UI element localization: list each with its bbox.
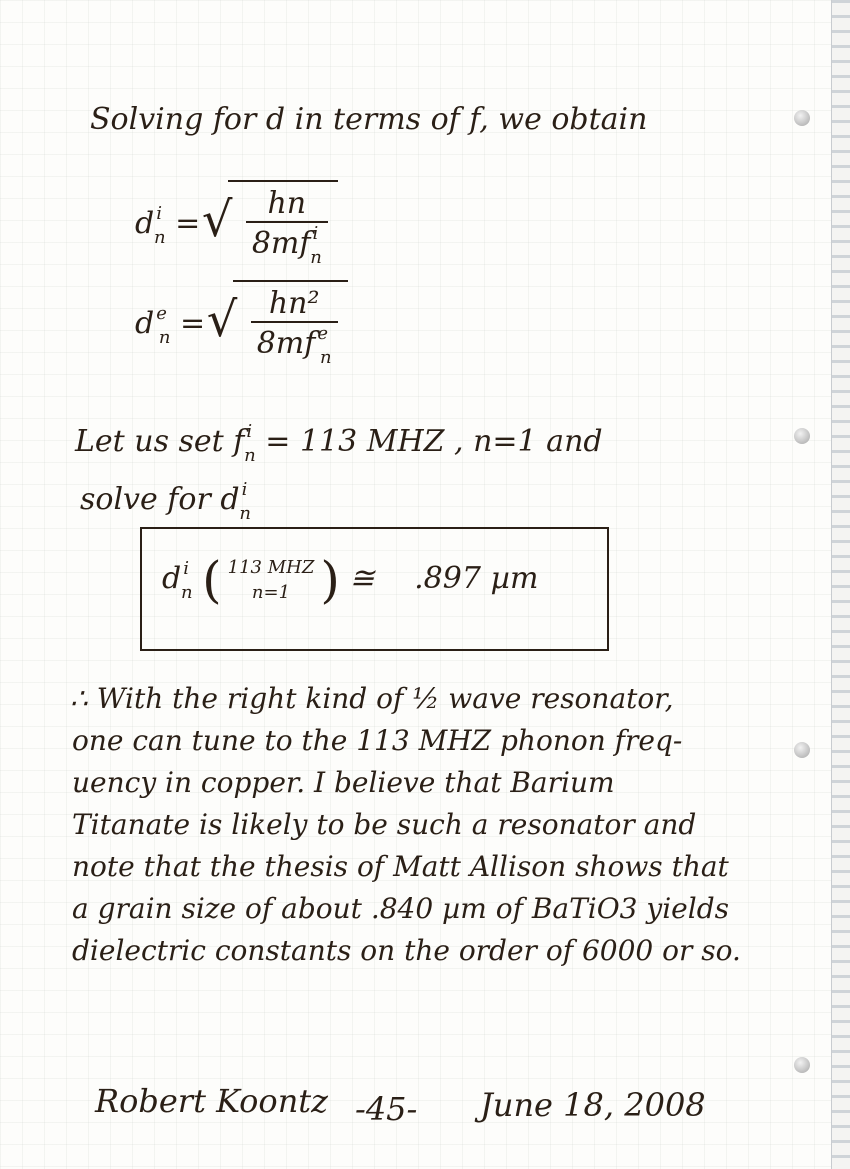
square-root — [228, 180, 338, 270]
equation-d-i: d $^i_n$ = √ $\frac{hn}{8mf ^i_n}$ — [135, 180, 338, 270]
author-signature: Robert Koontz — [95, 1082, 329, 1120]
conclusion-line: note that the thesis of Matt Allison shows that — [72, 850, 729, 883]
square-root — [233, 280, 348, 370]
conclusion-line: Titanate is likely to be such a resonator and — [72, 808, 697, 841]
boxed-result: d $^i_n$ ( 113 MHZ n=1 ) ≅ .897 µm — [162, 551, 539, 609]
spiral-edge — [831, 0, 850, 1169]
page-number: -45- — [355, 1090, 418, 1128]
punch-hole — [794, 110, 810, 126]
punch-hole — [794, 742, 810, 758]
conclusion-line: a grain size of about .840 µm of BaTiO3 yields — [72, 892, 729, 925]
conclusion-line: one can tune to the 113 MHZ phonon freq- — [72, 724, 683, 757]
date: June 18, 2008 — [480, 1086, 706, 1124]
conclusion-line: ∴ With the right kind of ½ wave resonator, — [70, 682, 674, 715]
result-box — [140, 527, 609, 651]
intro-line: Solving for d in terms of f, we obtain — [90, 102, 648, 137]
fraction: √ $\frac{\text{hn²}}{8mf ^e_n}$ — [251, 286, 338, 368]
punch-hole — [794, 1057, 810, 1073]
conclusion-line: uency in copper. I believe that Barium — [72, 766, 615, 799]
fraction: √ $\frac{hn}{8mf ^i_n}$ — [246, 186, 328, 268]
let-line-1: Let us set f $^i_n$ = 113 MHZ , n=1 and — [75, 421, 603, 466]
conclusion-line: dielectric constants on the order of 6000 or so. — [72, 934, 741, 967]
punch-hole — [794, 428, 810, 444]
let-line-2: solve for d $^i_n$ — [80, 479, 251, 524]
equation-d-e: d $^e_n$ = √ $\frac{\text{hn²}}{8mf ^e_n}$ — [135, 280, 348, 370]
